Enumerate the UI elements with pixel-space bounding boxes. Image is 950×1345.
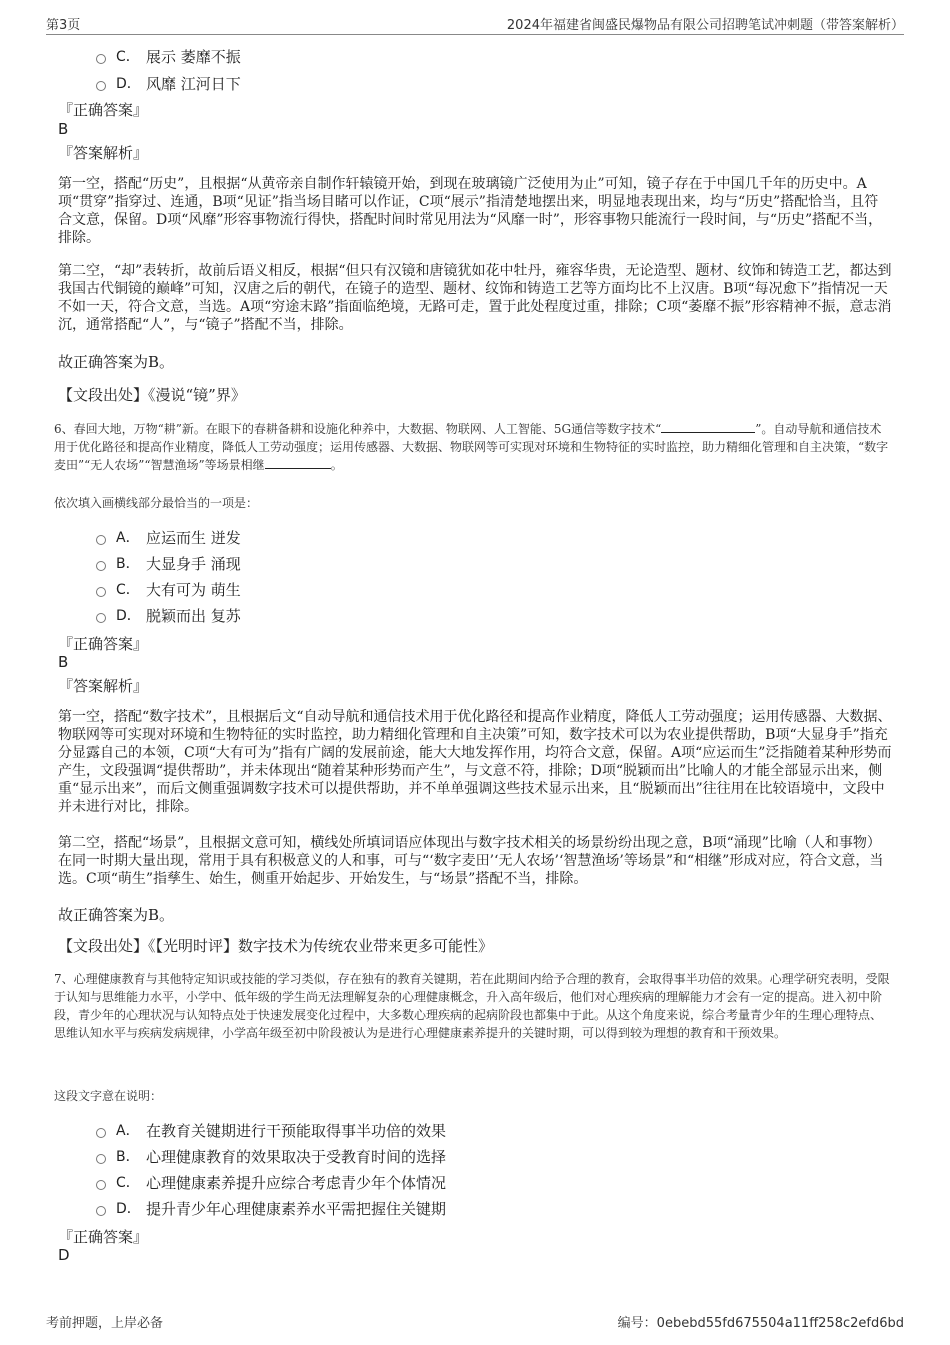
radio-icon[interactable] [96, 613, 106, 623]
radio-icon[interactable] [96, 561, 106, 571]
q6-text-a: 6、春回大地，万物“耕”新。在眼下的春耕备耕和设施化种养中，大数据、物联网、人工智能、5G通信等数字技术“ [54, 422, 662, 436]
document-id: 编号：0ebebd55fd675504a11ff258c2efd6bd [617, 1316, 904, 1331]
q5-option-d[interactable] [96, 72, 241, 94]
option-letter: A． [116, 1123, 140, 1139]
option-letter: D． [116, 1201, 141, 1217]
q6-analysis-paragraph-2: 第二空，搭配“场景”，且根据文意可知，横线处所填词语应体现出与数字技术相关的场景纷纷出现之意，B项“涌现”比喻（人和事物）在同一时期大量出现，常用于具有积极意义的人和事，可与“‘数字麦田’‘无人农场’‘智慧渔场’等场景”和“相继”形成对应，符合文意，当选。C项“萌生”指孳生、始生，侧重开始起步、开始发生，与“场景”搭配不当，排除。 [58, 835, 884, 887]
document-title: 2024年福建省闽盛民爆物品有限公司招聘笔试冲刺题（带答案解析） [506, 18, 904, 33]
radio-icon[interactable] [96, 54, 106, 64]
q6-analysis-label: 『答案解析』 [58, 677, 149, 695]
option-text: 脱颖而出 复苏 [146, 606, 241, 625]
q7-option-c[interactable] [96, 1171, 446, 1193]
q7-prompt: 这段文字意在说明： [54, 1089, 163, 1103]
q5-analysis-label: 『答案解析』 [58, 144, 149, 162]
q6-text-b: ”。自动导航和通信技术用于优化路径和提高作业精度，降低人工劳动强度；运用传感器、大数据、物联网等可实现对环境和生物特征的实时监控，助力精细化管理和自主决策，“数字麦田”“无人农场”“智慧渔场”等场景相继 [54, 422, 889, 472]
q6-option-a[interactable] [96, 526, 241, 548]
q5-analysis-paragraph-1: 第一空，搭配“历史”，且根据“从黄帝亲自制作轩辕镜开始，到现在玻璃镜广泛使用为止”可知，镜子存在于中国几千年的历史中。A项“贯穿”指穿过、连通，B项“见证”指当场目睹可以作证，C项“展示”指清楚地摆出来，明显地表现出来，均与“历史”搭配恰当，且符合文意，保留。D项“风靡”形容事物流行得快，搭配时间时常见用法为“风靡一时”，形容事物只能流行一段时间，与“历史”搭配不当，排除。 [58, 176, 883, 246]
option-letter: D． [116, 608, 141, 624]
q6-option-b[interactable] [96, 552, 241, 574]
q7-option-b[interactable] [96, 1145, 446, 1167]
option-text: 心理健康教育的效果取决于受教育时间的选择 [146, 1147, 447, 1166]
option-text: 在教育关键期进行干预能取得事半功倍的效果 [146, 1121, 447, 1140]
q5-answer-label: 『正确答案』 [58, 101, 149, 119]
q6-question [54, 420, 892, 474]
radio-icon[interactable] [96, 535, 106, 545]
q7-answer: D [58, 1246, 70, 1264]
fill-blank-1 [661, 420, 755, 433]
q7-answer-label: 『正确答案』 [58, 1228, 149, 1246]
q6-option-c[interactable] [96, 578, 241, 600]
q7-option-d[interactable] [96, 1197, 446, 1219]
option-letter: C． [116, 49, 140, 65]
q7-option-a[interactable] [96, 1119, 446, 1141]
page-number: 第3页 [46, 18, 81, 33]
radio-icon[interactable] [96, 1154, 106, 1164]
option-letter: C． [116, 1175, 140, 1191]
fill-blank-2 [265, 456, 331, 469]
q6-answer: B [58, 653, 69, 671]
q6-text-c: 。 [330, 458, 343, 472]
q6-source: 【文段出处】《【光明时评】数字技术为传统农业带来更多可能性》 [58, 937, 494, 955]
option-text: 提升青少年心理健康素养水平需把握住关键期 [146, 1199, 447, 1218]
q6-analysis-paragraph-1: 第一空，搭配“数字技术”，且根据后文“自动导航和通信技术用于优化路径和提高作业精度，降低人工劳动强度；运用传感器、大数据、物联网等可实现对环境和生物特征的实时监控，助力精细化管理和自主决策”可知，数字技术可以为农业提供帮助，B项“大显身手”指充分显露自己的本领，C项“大有可为”指有广阔的发展前途，能大大地发挥作用，均符合文意，保留。A项“应运而生”泛指随着某种形势而产生，文段强调“提供帮助”，并未体现出“随着某种形势而产生”，与文意不符，排除；D项“脱颖而出”比喻人的才能全部显示出来，侧重“显示出来”，而后文侧重强调数字技术可以提供帮助，并不单单强调这些技术显示出来，且“脱颖而出”往往用在比较语境中，文段中并未进行对比，排除。 [58, 709, 892, 815]
q5-option-c[interactable] [96, 45, 241, 67]
option-text: 展示 萎靡不振 [146, 47, 241, 66]
q7-question: 7、心理健康教育与其他特定知识或技能的学习类似，存在独有的教育关键期，若在此期间内给予合理的教育，会取得事半功倍的效果。心理学研究表明，受限于认知与思维能力水平，小学中、低年级的学生尚无法理解复杂的心理健康概念，升入高年级后，他们对心理疾病的理解能力才会有一定的提高。进入初中阶段，青少年的心理状况与认知特点处于快速发展变化过程中，大多数心理疾病的起病阶段也都集中于此。从这个角度来说，综合考量青少年的生理心理特点、思维认知水平与疾病发病规律，小学高年级至初中阶段被认为是进行心理健康素养提升的关键时期，可以得到较为理想的教育和干预效果。 [54, 972, 890, 1040]
option-text: 大有可为 萌生 [146, 580, 241, 599]
footer-slogan: 考前押题，上岸必备 [46, 1316, 164, 1331]
radio-icon[interactable] [96, 81, 106, 91]
q5-answer: B [58, 120, 69, 138]
option-letter: A． [116, 530, 140, 546]
page-header [46, 14, 904, 35]
option-text: 大显身手 涌现 [146, 554, 241, 573]
q5-analysis-paragraph-2: 第二空，“却”表转折，故前后语义相反，根据“但只有汉镜和唐镜犹如花中牡丹，雍容华贵，无论造型、题材、纹饰和铸造工艺，都达到我国古代铜镜的巅峰”可知，汉唐之后的朝代，在镜子的造型、题材、纹饰和铸造工艺等方面均比不上汉唐。B项“每况愈下”指情况一天不如一天，符合文意，当选。A项“穷途末路”指面临绝境，无路可走，置于此处程度过重，排除；C项“萎靡不振”形容精神不振，意志消沉，通常搭配“人”，与“镜子”搭配不当，排除。 [58, 263, 892, 333]
option-letter: C． [116, 582, 140, 598]
q6-answer-label: 『正确答案』 [58, 635, 149, 653]
q5-source: 【文段出处】《漫说“镜”界》 [58, 386, 246, 404]
q6-prompt: 依次填入画横线部分最恰当的一项是： [54, 496, 259, 510]
q6-option-d[interactable] [96, 604, 241, 626]
option-text: 应运而生 迸发 [146, 528, 241, 547]
q5-conclusion: 故正确答案为B。 [58, 353, 175, 371]
option-letter: D． [116, 76, 141, 92]
radio-icon[interactable] [96, 1180, 106, 1190]
q6-conclusion: 故正确答案为B。 [58, 906, 175, 924]
option-letter: B． [116, 556, 140, 572]
radio-icon[interactable] [96, 1128, 106, 1138]
radio-icon[interactable] [96, 587, 106, 597]
radio-icon[interactable] [96, 1206, 106, 1216]
option-text: 风靡 江河日下 [146, 74, 241, 93]
option-text: 心理健康素养提升应综合考虑青少年个体情况 [146, 1173, 447, 1192]
option-letter: B． [116, 1149, 140, 1165]
